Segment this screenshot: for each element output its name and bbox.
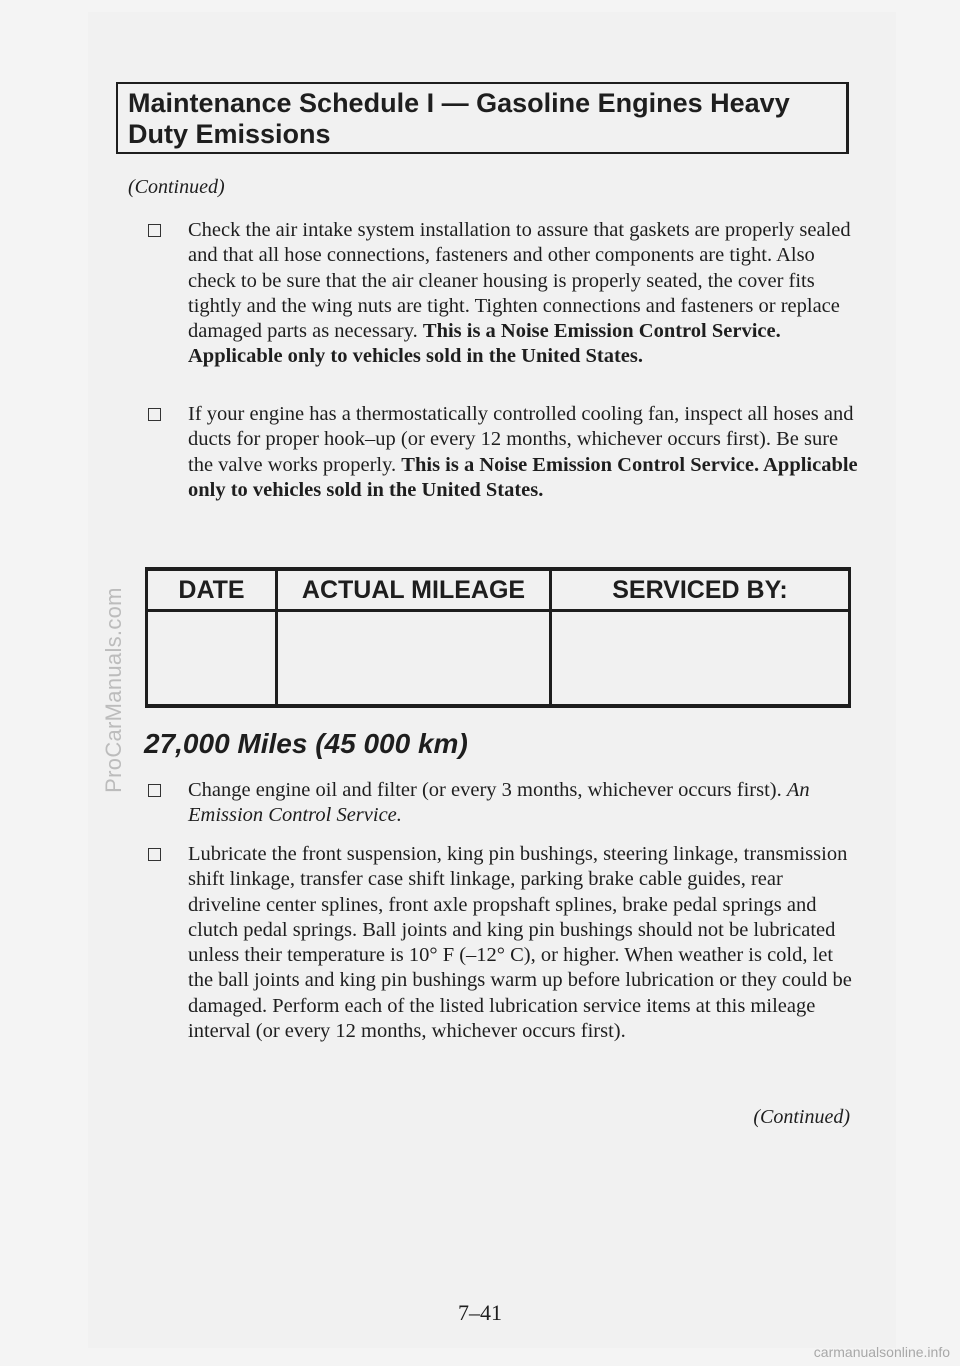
checklist-item-engine-oil	[148, 778, 858, 829]
checklist-item-cooling-fan	[148, 402, 858, 503]
checkbox-icon	[148, 224, 161, 237]
table-cell-mileage[interactable]	[277, 611, 551, 707]
checklist-item-air-intake	[148, 218, 858, 370]
bottom-watermark: carmanualsonline.info	[813, 1344, 950, 1360]
service-record-table	[145, 567, 851, 708]
page-title: Maintenance Schedule I — Gasoline Engines Heavy Duty Emissions	[128, 88, 790, 149]
page-number: 7–41	[458, 1300, 502, 1325]
side-watermark: ProCarManuals.com	[101, 587, 126, 793]
checklist-item-text: If your engine has a thermostatically controlled cooling fan, inspect all hoses and ducts for proper hook–up (or every 12 months, whichever occurs first). Be sure the valve works properly. This is a Noise Emission Control Service. Applicable only to vehicles sold in the United States.	[188, 403, 858, 501]
checklist-item-text: Lubricate the front suspension, king pin bushings, steering linkage, transmission shift linkage, transfer case shift linkage, parking brake cable guides, rear driveline center splines, front axle propshaft splines, brake pedal springs and clutch pedal springs. Ball joints and king pin bushings should not be lubricated unless their temperature is 10° F (–12° C), or higher. When weather is cold, let the ball joints and king pin bushings warm up before lubrication or they could be damaged. Perform each of the listed lubrication service items at this mileage interval (or every 12 months, whichever occurs first).	[188, 843, 852, 1043]
checkbox-icon	[148, 408, 161, 421]
continued-label-top: (Continued)	[128, 176, 225, 198]
table-header-date: DATE	[147, 569, 277, 611]
checkbox-icon	[148, 784, 161, 797]
table-cell-serviced-by[interactable]	[551, 611, 850, 707]
table-header-actual-mileage: ACTUAL MILEAGE	[277, 569, 551, 611]
page-title-box	[116, 82, 849, 154]
continued-label-bottom: (Continued)	[753, 1106, 850, 1128]
section-heading: 27,000 Miles (45 000 km)	[144, 728, 468, 759]
checklist-item-lubrication	[148, 842, 858, 1044]
table-cell-date[interactable]	[147, 611, 277, 707]
checkbox-icon	[148, 848, 161, 861]
table-header-serviced-by: SERVICED BY:	[551, 569, 850, 611]
checklist-item-text: Check the air intake system installation to assure that gaskets are properly sealed and that all hose connections, fasteners and other components are tight. Also check to be sure that the air cleaner housing is properly seated, the cover fits tightly and the wing nuts are tight. Tighten connections and fasteners or replace damaged parts as necessary. This is a Noise Emission Control Service. Applicable only to vehicles sold in the United States.	[188, 219, 851, 368]
checklist-item-text: Change engine oil and filter (or every 3 months, whichever occurs first). An Emission Control Service.	[188, 779, 810, 827]
